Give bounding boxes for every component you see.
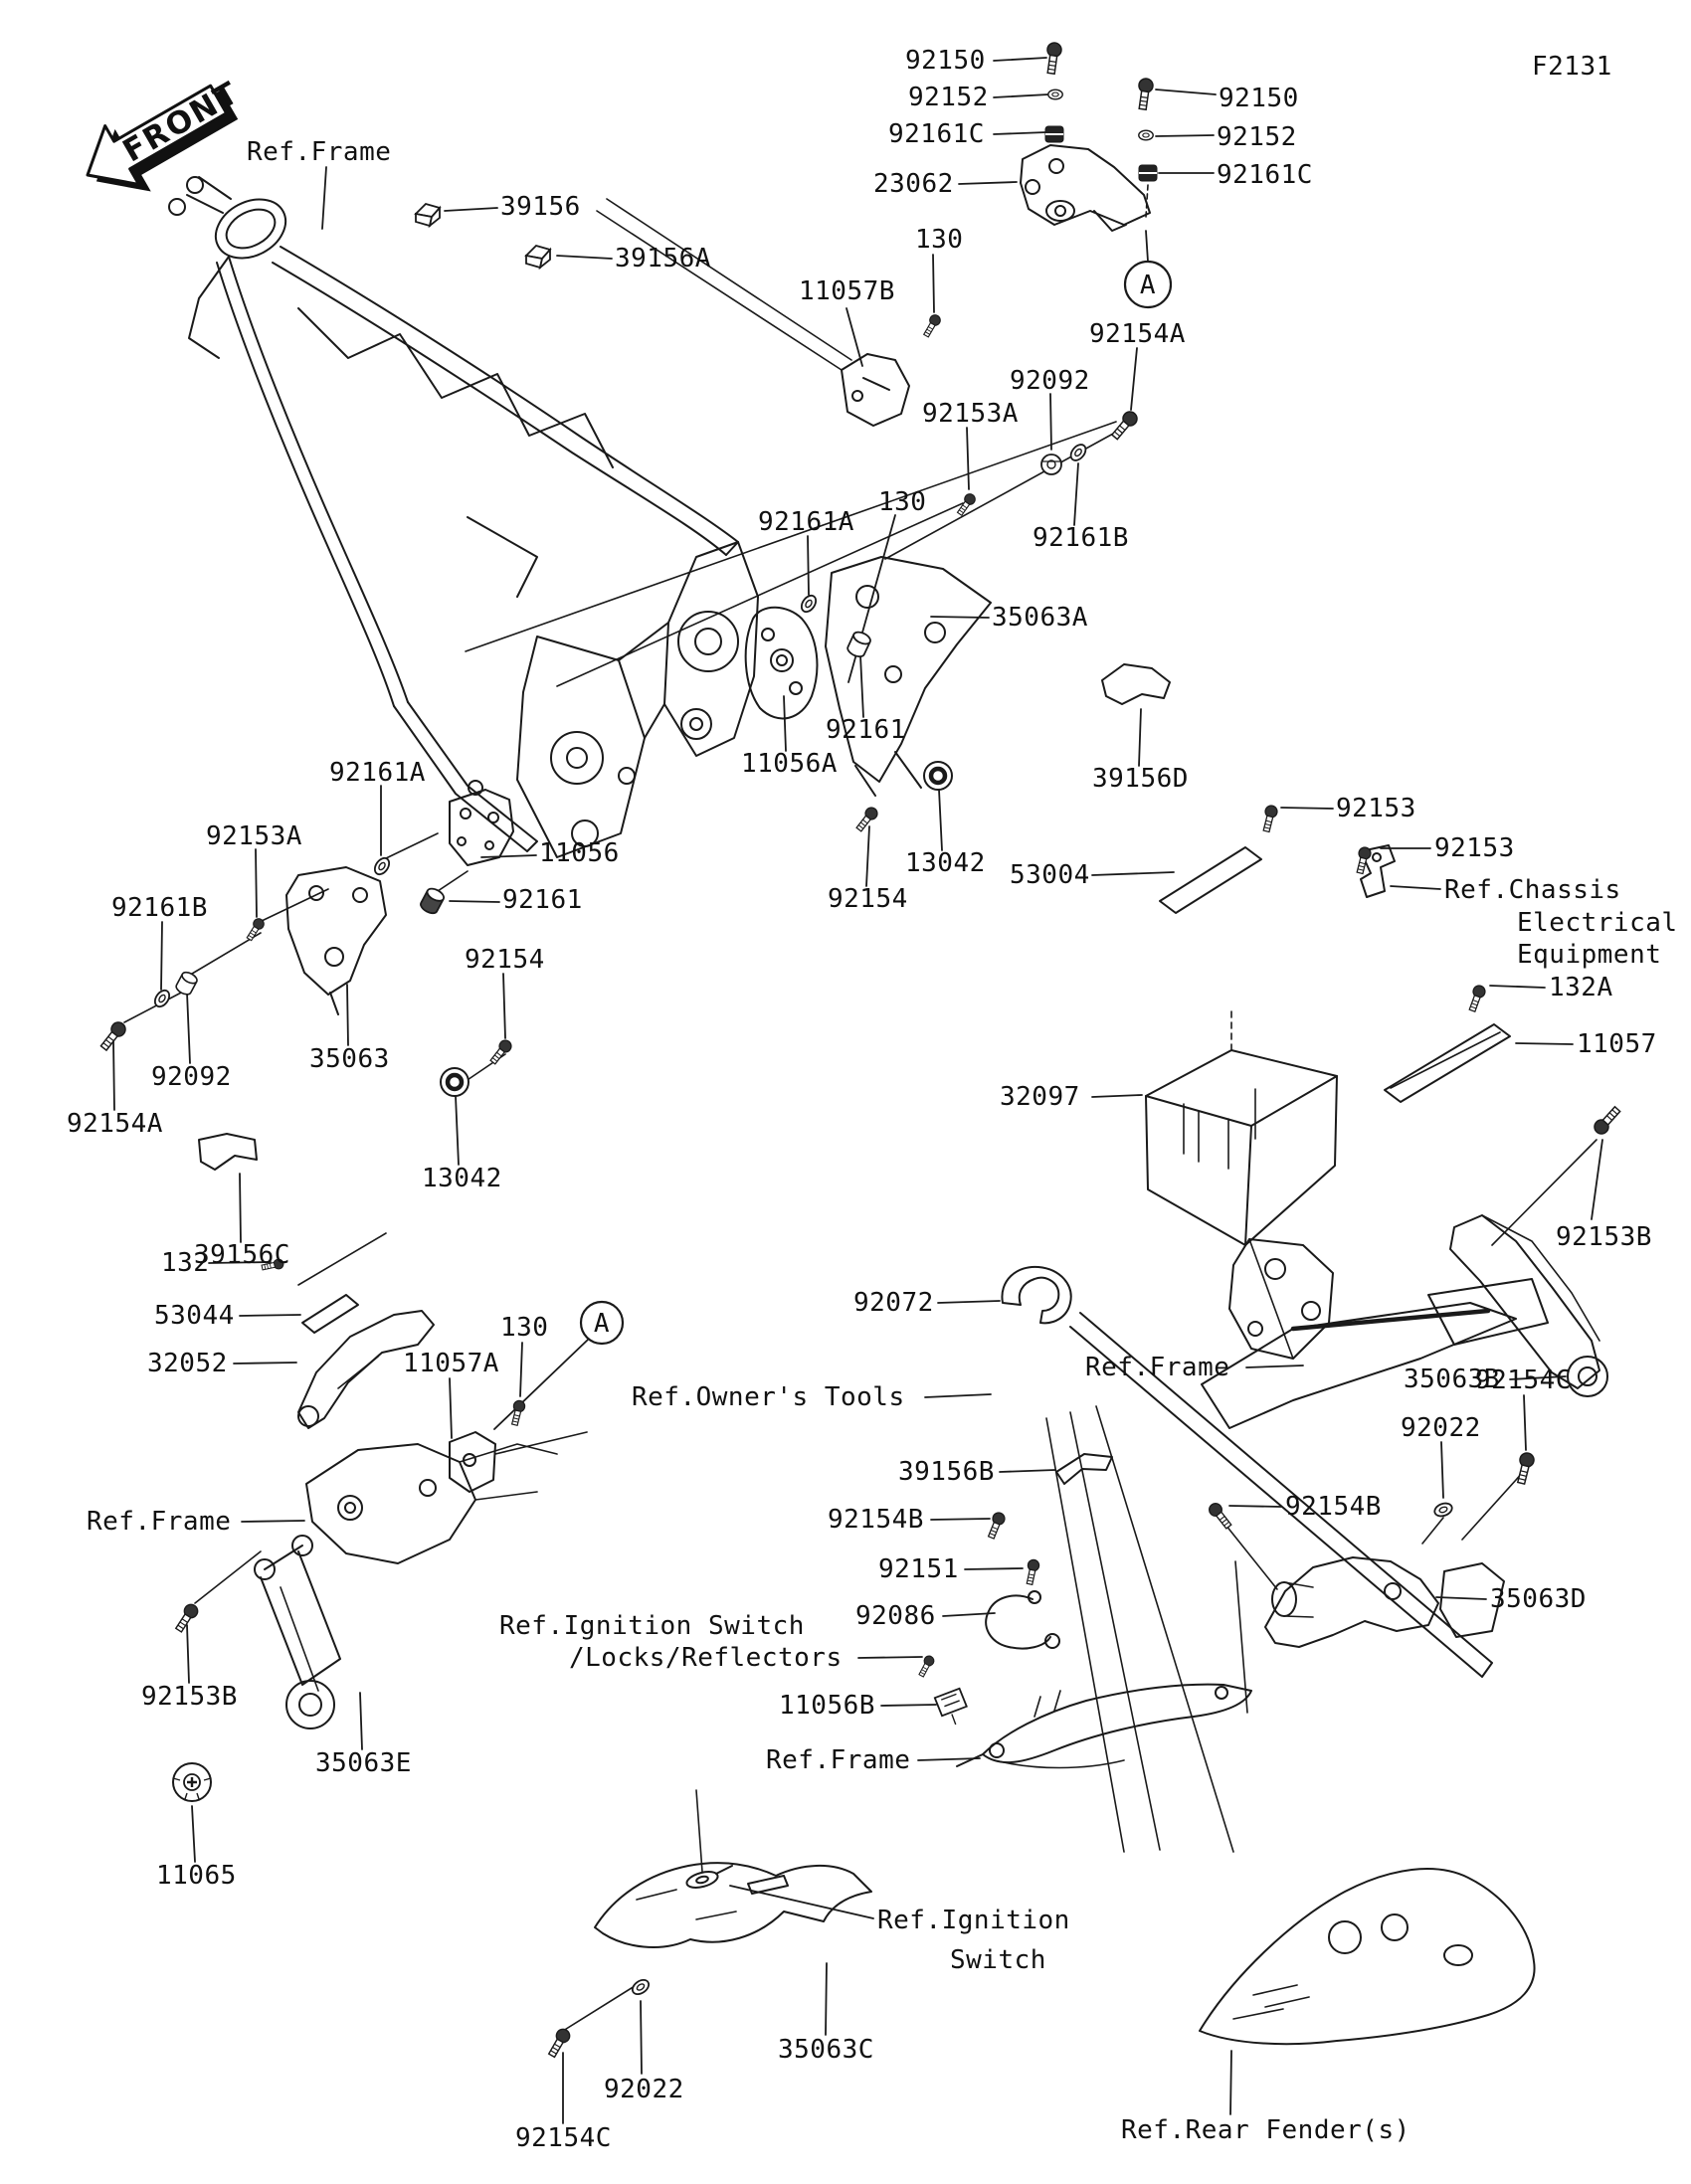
part-label-p92161c-1: 92161C — [888, 119, 985, 149]
part-label-ref-frame-4: Ref.Frame — [766, 1745, 911, 1775]
leader-line-p92152-1 — [994, 94, 1048, 97]
hw-bolt-8 — [1109, 409, 1140, 442]
part-label-ref-owners-tools: Ref.Owner's Tools — [632, 1382, 905, 1412]
leader-line-p130-2 — [848, 515, 895, 682]
leader-line-ref-owners-tools — [925, 1394, 991, 1397]
part-label-p92153a-1: 92153A — [206, 821, 302, 851]
leader-line-p53044 — [240, 1315, 300, 1316]
part-label-p92092-1: 92092 — [151, 1062, 232, 1092]
leader-line-p39156 — [445, 208, 497, 211]
part-label-p92150-2: 92150 — [1219, 84, 1299, 113]
leader-line-p92153b-1 — [1592, 1140, 1602, 1219]
part-label-p92153-1: 92153 — [1336, 794, 1416, 823]
leader-line-p92154c-1 — [1524, 1395, 1526, 1450]
leader-line-p130-1 — [933, 255, 934, 312]
part-label-p92153b-1: 92153B — [1556, 1222, 1652, 1252]
leader-line-ref-rear-fender — [1230, 2051, 1231, 2114]
part-label-p35063: 35063 — [309, 1044, 390, 1074]
leader-line-p13042-1 — [456, 1096, 459, 1165]
part-label-p92161b-1: 92161B — [111, 893, 208, 923]
leader-line-p11057 — [1516, 1043, 1573, 1044]
part-label-ref-ignition-2a: Ref.Ignition — [877, 1906, 1070, 1935]
part-label-p92022-2: 92022 — [604, 2075, 684, 2104]
part-label-p13042-1: 13042 — [422, 1164, 502, 1193]
stay-35063b-artwork — [1450, 1140, 1607, 1396]
part-labels-layer — [67, 46, 1678, 2153]
hw-washer-3 — [1048, 90, 1062, 99]
leader-line-p92151 — [965, 1568, 1023, 1569]
leader-line-p92150-1 — [994, 58, 1046, 61]
part-label-p92072: 92072 — [853, 1288, 934, 1318]
part-label-p92151: 92151 — [878, 1554, 959, 1584]
part-label-p92161c-2: 92161C — [1217, 160, 1313, 190]
bracket-ref-frame-right-artwork — [1229, 1239, 1333, 1359]
leader-line-p11056b — [881, 1705, 936, 1706]
callout-a-2 — [581, 1302, 623, 1344]
part-label-p92154b-2: 92154B — [1285, 1492, 1382, 1522]
cable-92086-artwork — [986, 1591, 1059, 1649]
leader-line-p32052 — [234, 1363, 296, 1364]
part-label-p132: 132 — [161, 1248, 210, 1278]
part-label-p53004: 53004 — [1010, 860, 1090, 890]
part-label-f2131: F2131 — [1532, 52, 1612, 82]
hw-bushing-20 — [174, 970, 198, 997]
leader-line-p92154a-1 — [113, 1040, 114, 1110]
hw-cube-41 — [416, 204, 440, 226]
part-label-p92161b-2: 92161B — [1033, 523, 1129, 553]
part-label-p130-3: 130 — [500, 1313, 549, 1343]
leader-line-p11056 — [481, 855, 536, 857]
hw-damper-6 — [1139, 165, 1157, 181]
part-label-p92154a-1: 92154A — [67, 1109, 163, 1139]
hw-bolt-24 — [1260, 805, 1278, 832]
leader-line-p92092-1 — [187, 993, 190, 1063]
leader-line-p92022-1 — [1441, 1442, 1443, 1498]
leader-line-ref-frame-1 — [322, 167, 326, 229]
leader-line-p39156a — [557, 256, 612, 259]
leader-line-p39156b — [1000, 1470, 1055, 1472]
part-label-p92161a-2: 92161A — [758, 507, 854, 537]
leader-line-p39156d — [1139, 709, 1141, 766]
hw-nut-10 — [1041, 455, 1061, 474]
pad-39156d-artwork — [1102, 664, 1170, 704]
part-label-p132a: 132A — [1549, 973, 1613, 1002]
part-label-p32097: 32097 — [1000, 1082, 1080, 1112]
part-label-p92022-1: 92022 — [1401, 1413, 1481, 1443]
hw-washer-9 — [1068, 442, 1089, 463]
part-label-p11056: 11056 — [539, 838, 620, 868]
leader-lines-layer — [113, 58, 1602, 2123]
part-label-p11057b: 11057B — [799, 276, 895, 306]
leader-line-p11057b — [846, 308, 862, 366]
part-label-p35063c: 35063C — [778, 2035, 874, 2065]
cover-35063c-artwork — [563, 1863, 871, 2031]
leader-line-p92161-2 — [860, 655, 863, 717]
leader-line-ref-ignition-1b — [858, 1657, 922, 1658]
leader-line-p35063 — [347, 985, 348, 1045]
leader-line-ref-ignition-2a — [730, 1886, 873, 1918]
leader-line-p92161-1 — [450, 901, 499, 902]
leader-line-p11065 — [192, 1806, 195, 1862]
part-label-ref-ignition-2b: Switch — [950, 1945, 1046, 1975]
hw-bolt-2 — [1136, 78, 1154, 110]
leader-line-p92153a-1 — [256, 849, 257, 917]
part-label-p13042-2: 13042 — [905, 848, 986, 878]
hw-bushingDark-18 — [419, 886, 446, 916]
part-label-p11057a: 11057A — [403, 1349, 499, 1378]
hw-washer-12 — [799, 593, 819, 615]
callout-a-1 — [1125, 262, 1171, 307]
part-label-ref-frame-1: Ref.Frame — [247, 137, 392, 167]
part-label-p92154b-1: 92154B — [828, 1505, 924, 1535]
part-label-p35063b: 35063B — [1404, 1365, 1500, 1394]
part-label-p92161-2: 92161 — [826, 715, 906, 745]
leader-line-p92072 — [938, 1301, 1000, 1303]
hw-bolt-26 — [1466, 984, 1486, 1012]
part-label-p92154c-1: 92154C — [1475, 1365, 1572, 1395]
axis-lines-center — [466, 422, 1124, 686]
leader-line-p35063a — [931, 617, 989, 618]
hw-bolt-15 — [854, 806, 880, 833]
hw-ring-14 — [924, 762, 952, 790]
part-label-p11065: 11065 — [156, 1861, 237, 1891]
callout-letter: A — [593, 1309, 611, 1339]
hw-bolt-27 — [1592, 1104, 1622, 1136]
part-label-p92150-1: 92150 — [905, 46, 986, 76]
leader-line-p92152-2 — [1156, 135, 1214, 136]
leader-line-p53004 — [1092, 872, 1174, 875]
leader-line-p11057a — [450, 1378, 452, 1438]
part-label-p32052: 32052 — [147, 1349, 228, 1378]
hw-bolt-17 — [245, 917, 266, 942]
leader-line-p92153a-2 — [967, 428, 969, 489]
pad-39156c-artwork — [199, 1134, 257, 1170]
hw-damper-5 — [1045, 126, 1063, 142]
part-label-ref-rear-fender: Ref.Rear Fender(s) — [1121, 2115, 1410, 2145]
hw-bolt-22 — [488, 1038, 514, 1066]
leader-line-p92154b-2 — [1229, 1506, 1281, 1507]
part-label-ref-frame-2: Ref.Frame — [1085, 1353, 1230, 1382]
part-label-p130-2: 130 — [878, 487, 927, 517]
callout-leader — [1146, 231, 1148, 262]
part-label-p39156c: 39156C — [194, 1240, 290, 1270]
leader-line-p13042-2 — [939, 790, 942, 850]
part-label-p92152-1: 92152 — [908, 83, 989, 112]
hw-clamp-35 — [934, 1688, 970, 1728]
part-label-p35063e: 35063E — [315, 1748, 412, 1778]
battery-box-32097-artwork — [1146, 1006, 1337, 1245]
part-label-ref-chassis-3: Equipment — [1517, 940, 1662, 970]
ignition-switch-artwork — [685, 1790, 732, 1891]
bracket-23062-artwork — [1021, 145, 1150, 231]
part-label-p92154c-2: 92154C — [515, 2123, 612, 2153]
leader-line-p130-3 — [520, 1343, 522, 1396]
leader-line-p92154-2 — [866, 826, 869, 886]
part-label-p11056b: 11056B — [779, 1691, 875, 1721]
part-label-p92154-1: 92154 — [465, 945, 545, 975]
leader-line-p92161b-1 — [161, 922, 162, 990]
bracket-11057b-artwork — [842, 354, 909, 426]
part-label-p39156d: 39156D — [1092, 764, 1189, 794]
part-label-p92154a-2: 92154A — [1089, 319, 1186, 349]
leader-line-p35063e — [360, 1693, 362, 1749]
leader-line-p92150-2 — [1156, 90, 1216, 94]
leader-line-p32097 — [1092, 1095, 1142, 1097]
part-label-ref-chassis-2: Electrical — [1517, 908, 1678, 938]
callout-letter: A — [1139, 271, 1157, 300]
plate-11057-artwork — [1385, 1024, 1510, 1102]
part-label-p39156b: 39156B — [898, 1457, 995, 1487]
hw-ring-23 — [441, 1068, 469, 1096]
hw-bolt-40 — [546, 2027, 572, 2059]
part-label-p35063a: 35063A — [992, 603, 1088, 633]
hw-cube-42 — [526, 246, 550, 268]
leader-line-p92154a-2 — [1131, 348, 1137, 410]
leader-line-p35063c — [826, 1963, 827, 2035]
bracket-32052-53044-artwork — [298, 1233, 434, 1428]
part-label-p39156: 39156 — [500, 192, 581, 222]
leader-line-p92154b-1 — [931, 1519, 990, 1520]
hw-washer-4 — [1139, 130, 1153, 140]
hw-bolt-33 — [1025, 1558, 1040, 1585]
part-label-p92092-2: 92092 — [1010, 366, 1090, 396]
part-label-p53044: 53044 — [154, 1301, 235, 1331]
part-label-p92154-2: 92154 — [828, 884, 908, 914]
hw-washer-37 — [1432, 1501, 1453, 1518]
part-label-p23062: 23062 — [873, 169, 954, 199]
part-label-p92153a-2: 92153A — [922, 399, 1019, 429]
bracket-11056-artwork — [450, 790, 513, 865]
leader-line-p92161c-1 — [994, 132, 1046, 134]
leader-line-p92154-1 — [503, 974, 505, 1038]
leader-line-p92153b-2 — [187, 1625, 189, 1683]
leader-line-p132a — [1490, 986, 1545, 988]
part-label-p92153b-2: 92153B — [141, 1682, 238, 1712]
leader-line-p92161a-2 — [808, 536, 809, 595]
part-label-p92153-2: 92153 — [1434, 833, 1515, 863]
part-label-p92161a-1: 92161A — [329, 758, 426, 788]
rear-rail-ref-frame-artwork — [957, 1685, 1251, 1768]
leader-line-p23062 — [959, 182, 1017, 184]
bracket-35063-artwork — [286, 867, 386, 1014]
hw-bushing-13 — [846, 630, 871, 658]
leader-line-p92022-2 — [641, 2001, 642, 2074]
leader-line-ref-chassis-1 — [1391, 886, 1440, 889]
sticker-53004-artwork — [1160, 847, 1261, 913]
hw-flangenut-31 — [173, 1763, 211, 1801]
leader-line-p92092-2 — [1050, 394, 1051, 450]
part-label-ref-ignition-1b: /Locks/Reflectors — [569, 1643, 843, 1673]
part-label-p11057: 11057 — [1577, 1029, 1657, 1059]
front-arrow-label: FRONT — [116, 75, 246, 170]
part-label-p92086: 92086 — [855, 1601, 936, 1631]
part-label-ref-chassis-1: Ref.Chassis — [1444, 875, 1621, 905]
bracket-ref-frame-lowerleft-artwork — [306, 1444, 557, 1563]
part-label-p92152-2: 92152 — [1217, 122, 1297, 152]
hw-washer-16 — [372, 855, 392, 877]
hw-washer-39 — [630, 1977, 652, 1997]
leader-line-ref-frame-3 — [242, 1521, 304, 1522]
front-arrow-icon — [71, 60, 258, 213]
part-label-p35063d: 35063D — [1490, 1584, 1587, 1614]
part-label-ref-ignition-1a: Ref.Ignition Switch — [499, 1611, 805, 1641]
part-label-p92161-1: 92161 — [502, 885, 583, 915]
callout-leader — [494, 1340, 588, 1429]
hw-bolt-36 — [1514, 1452, 1535, 1485]
part-label-ref-frame-3: Ref.Frame — [87, 1507, 232, 1537]
leader-line-p11056a — [784, 696, 786, 751]
part-label-p39156a: 39156A — [615, 244, 711, 273]
leader-line-p92153-1 — [1281, 808, 1333, 809]
hw-bolt-7 — [921, 313, 942, 338]
part-label-p130-1: 130 — [915, 225, 964, 255]
bracket-11057a-artwork — [450, 1432, 587, 1492]
rear-fender-artwork — [1200, 1869, 1535, 2044]
leader-line-p39156c — [240, 1174, 241, 1242]
leader-line-p35063d — [1436, 1597, 1486, 1599]
part-label-p11056a: 11056A — [741, 749, 838, 779]
leader-line-ref-frame-2 — [1246, 1365, 1303, 1367]
leader-line-p92161b-2 — [1074, 463, 1078, 525]
hw-bolt-32 — [986, 1511, 1007, 1540]
